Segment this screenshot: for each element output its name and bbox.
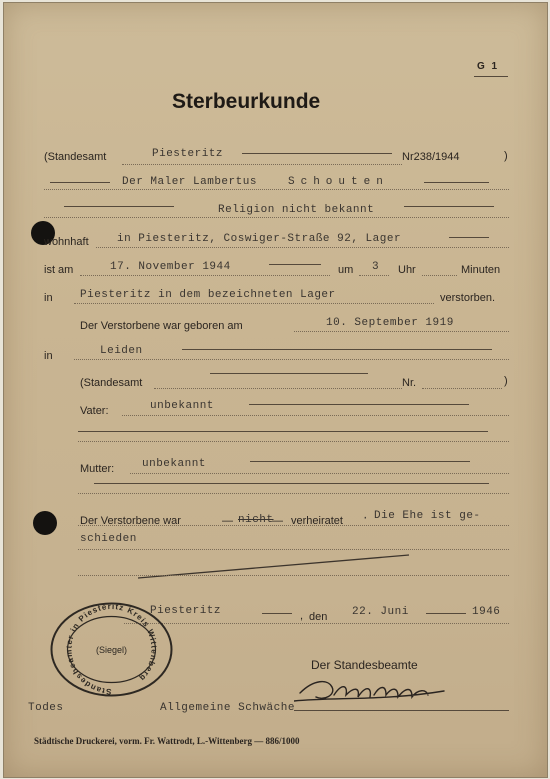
cancel-dotted-line xyxy=(78,575,509,576)
form-code: G 1 xyxy=(477,61,500,72)
cause-typed: Allgemeine Schwäche xyxy=(160,702,295,714)
residence-dotted-line xyxy=(96,247,509,248)
death-hour-unit: Uhr xyxy=(398,264,416,276)
death-minute-dotted-line xyxy=(422,275,457,276)
birth-sentence: Der Verstorbene war geboren am xyxy=(80,320,243,332)
father-value: unbekannt xyxy=(150,400,214,412)
death-place-dotted-line xyxy=(74,303,434,304)
birth-place-line xyxy=(182,349,492,350)
death-hour-dotted-line xyxy=(359,275,389,276)
cause-line xyxy=(294,710,509,711)
mother-line xyxy=(250,461,470,462)
religion-line-left xyxy=(64,206,174,207)
birth-registry-close: ) xyxy=(504,375,508,387)
name-dotted-line xyxy=(44,189,509,190)
printer-imprint: Städtische Druckerei, vorm. Fr. Wattrodt, L.-Wittenberg — 886/1000 xyxy=(34,736,300,746)
official-seal xyxy=(48,601,175,698)
punch-hole-bottom xyxy=(33,511,57,535)
birth-registry-label: (Standesamt xyxy=(80,377,143,389)
mother-line-2 xyxy=(94,483,489,484)
birth-registry-dotted-line xyxy=(154,388,402,389)
mother-label: Mutter: xyxy=(80,463,115,475)
death-certificate-page: G 1 Sterbeurkunde (Standesamt Piesteritz Nr238/1944 ) Der Maler Lambertus Schouten Religion nicht bekannt wohnhaft in Piesteritz, Coswiger-Straße 92, Lager ist am 17. November 1944 um 3 Uhr Minuten in Piesteritz in dem bezeichneten Lager verstorben. Der Verstorbene war geboren am 10. September 1919 in Leiden (Standesamt Nr. ) Vater: unbekannt Mutter: unbekannt Der Verstorbene war — nicht — verheiratet · Die Ehe ist ge- schieden Piesteritz , den 22. Juni 1946 Der Standesbeamte Standesbeamter in Piesteritz Kreis Wittenberg (Siegel) Todes Allgemeine Schwäche Städtische Druckerei, vorm. Fr. Wattrodt, L.-Wittenberg — 886/1000 xyxy=(3,2,548,778)
mother-dotted-line xyxy=(130,473,509,474)
marital-note-line2: schieden xyxy=(80,533,137,545)
death-place-label: in xyxy=(44,292,53,304)
father-dotted-line-2 xyxy=(78,441,509,442)
birth-registry-nr-dotted-line xyxy=(422,388,502,389)
cause-prefix: Todes xyxy=(28,702,64,714)
birth-registry-line xyxy=(210,373,368,374)
cancel-stroke xyxy=(134,553,424,583)
death-date: 17. November 1944 xyxy=(110,261,231,273)
marital-prefix: Der Verstorbene war xyxy=(80,515,181,527)
birth-date: 10. September 1919 xyxy=(326,317,454,329)
seal-center: (Siegel) xyxy=(95,645,128,655)
death-hour: 3 xyxy=(372,261,380,273)
death-suffix: verstorben. xyxy=(440,292,496,304)
issue-place: Piesteritz xyxy=(150,605,222,617)
birth-date-dotted-line xyxy=(294,331,509,332)
residence-label: wohnhaft xyxy=(44,236,89,248)
birth-place: Leiden xyxy=(100,345,143,357)
registry-label: (Standesamt xyxy=(44,151,107,163)
father-line-2 xyxy=(78,431,488,432)
death-minutes-label: Minuten xyxy=(461,264,501,276)
residence-line xyxy=(449,237,489,238)
death-hour-label: um xyxy=(338,264,354,276)
registrar-label: Der Standesbeamte xyxy=(311,658,418,672)
deceased-surname: Schouten xyxy=(288,176,389,188)
name-line-right xyxy=(424,182,489,183)
registrar-signature xyxy=(294,671,454,711)
svg-text:Standesbeamter in Piesteritz K: Standesbeamter in Piesteritz Kreis Wittenberg xyxy=(64,601,159,697)
residence-value: in Piesteritz, Coswiger-Straße 92, Lager xyxy=(117,233,402,245)
death-date-label: ist am xyxy=(44,264,74,276)
issue-date: 22. Juni xyxy=(352,606,409,618)
birth-place-dotted-line xyxy=(74,359,509,360)
registry-dotted-line xyxy=(122,164,402,165)
registry-value: Piesteritz xyxy=(152,148,224,160)
marital-dotted-line-2 xyxy=(78,549,509,550)
marital-dotted-line xyxy=(78,525,509,526)
death-place: Piesteritz in dem bezeichneten Lager xyxy=(80,289,336,301)
form-code-underline xyxy=(474,76,508,77)
issue-line-2 xyxy=(426,613,466,614)
father-line xyxy=(249,404,469,405)
mother-dotted-line-2 xyxy=(78,493,509,494)
marital-note-line1: Die Ehe ist ge- xyxy=(374,510,481,522)
death-date-dotted-line xyxy=(80,275,330,276)
registry-solid-line xyxy=(242,153,392,154)
religion-dotted-line xyxy=(44,217,509,218)
birth-registry-nr: Nr. xyxy=(402,377,417,389)
father-label: Vater: xyxy=(80,405,109,417)
name-line-left xyxy=(50,182,110,183)
issue-year: 1946 xyxy=(472,606,501,618)
issue-date-label: den xyxy=(309,611,328,623)
religion: Religion nicht bekannt xyxy=(218,204,375,216)
issue-line-1 xyxy=(262,613,292,614)
death-date-line xyxy=(269,264,321,265)
father-dotted-line xyxy=(122,415,509,416)
marital-status: verheiratet xyxy=(291,515,343,527)
issue-dotted-line xyxy=(124,623,509,624)
registry-nr: Nr238/1944 xyxy=(402,151,460,163)
marital-struck-word: nicht xyxy=(238,514,274,526)
religion-line-right xyxy=(404,206,494,207)
mother-value: unbekannt xyxy=(142,458,206,470)
deceased-name-prefix: Der Maler Lambertus xyxy=(122,176,257,188)
birth-place-label: in xyxy=(44,350,53,362)
registry-close: ) xyxy=(504,150,508,162)
document-title: Sterbeurkunde xyxy=(172,90,321,113)
